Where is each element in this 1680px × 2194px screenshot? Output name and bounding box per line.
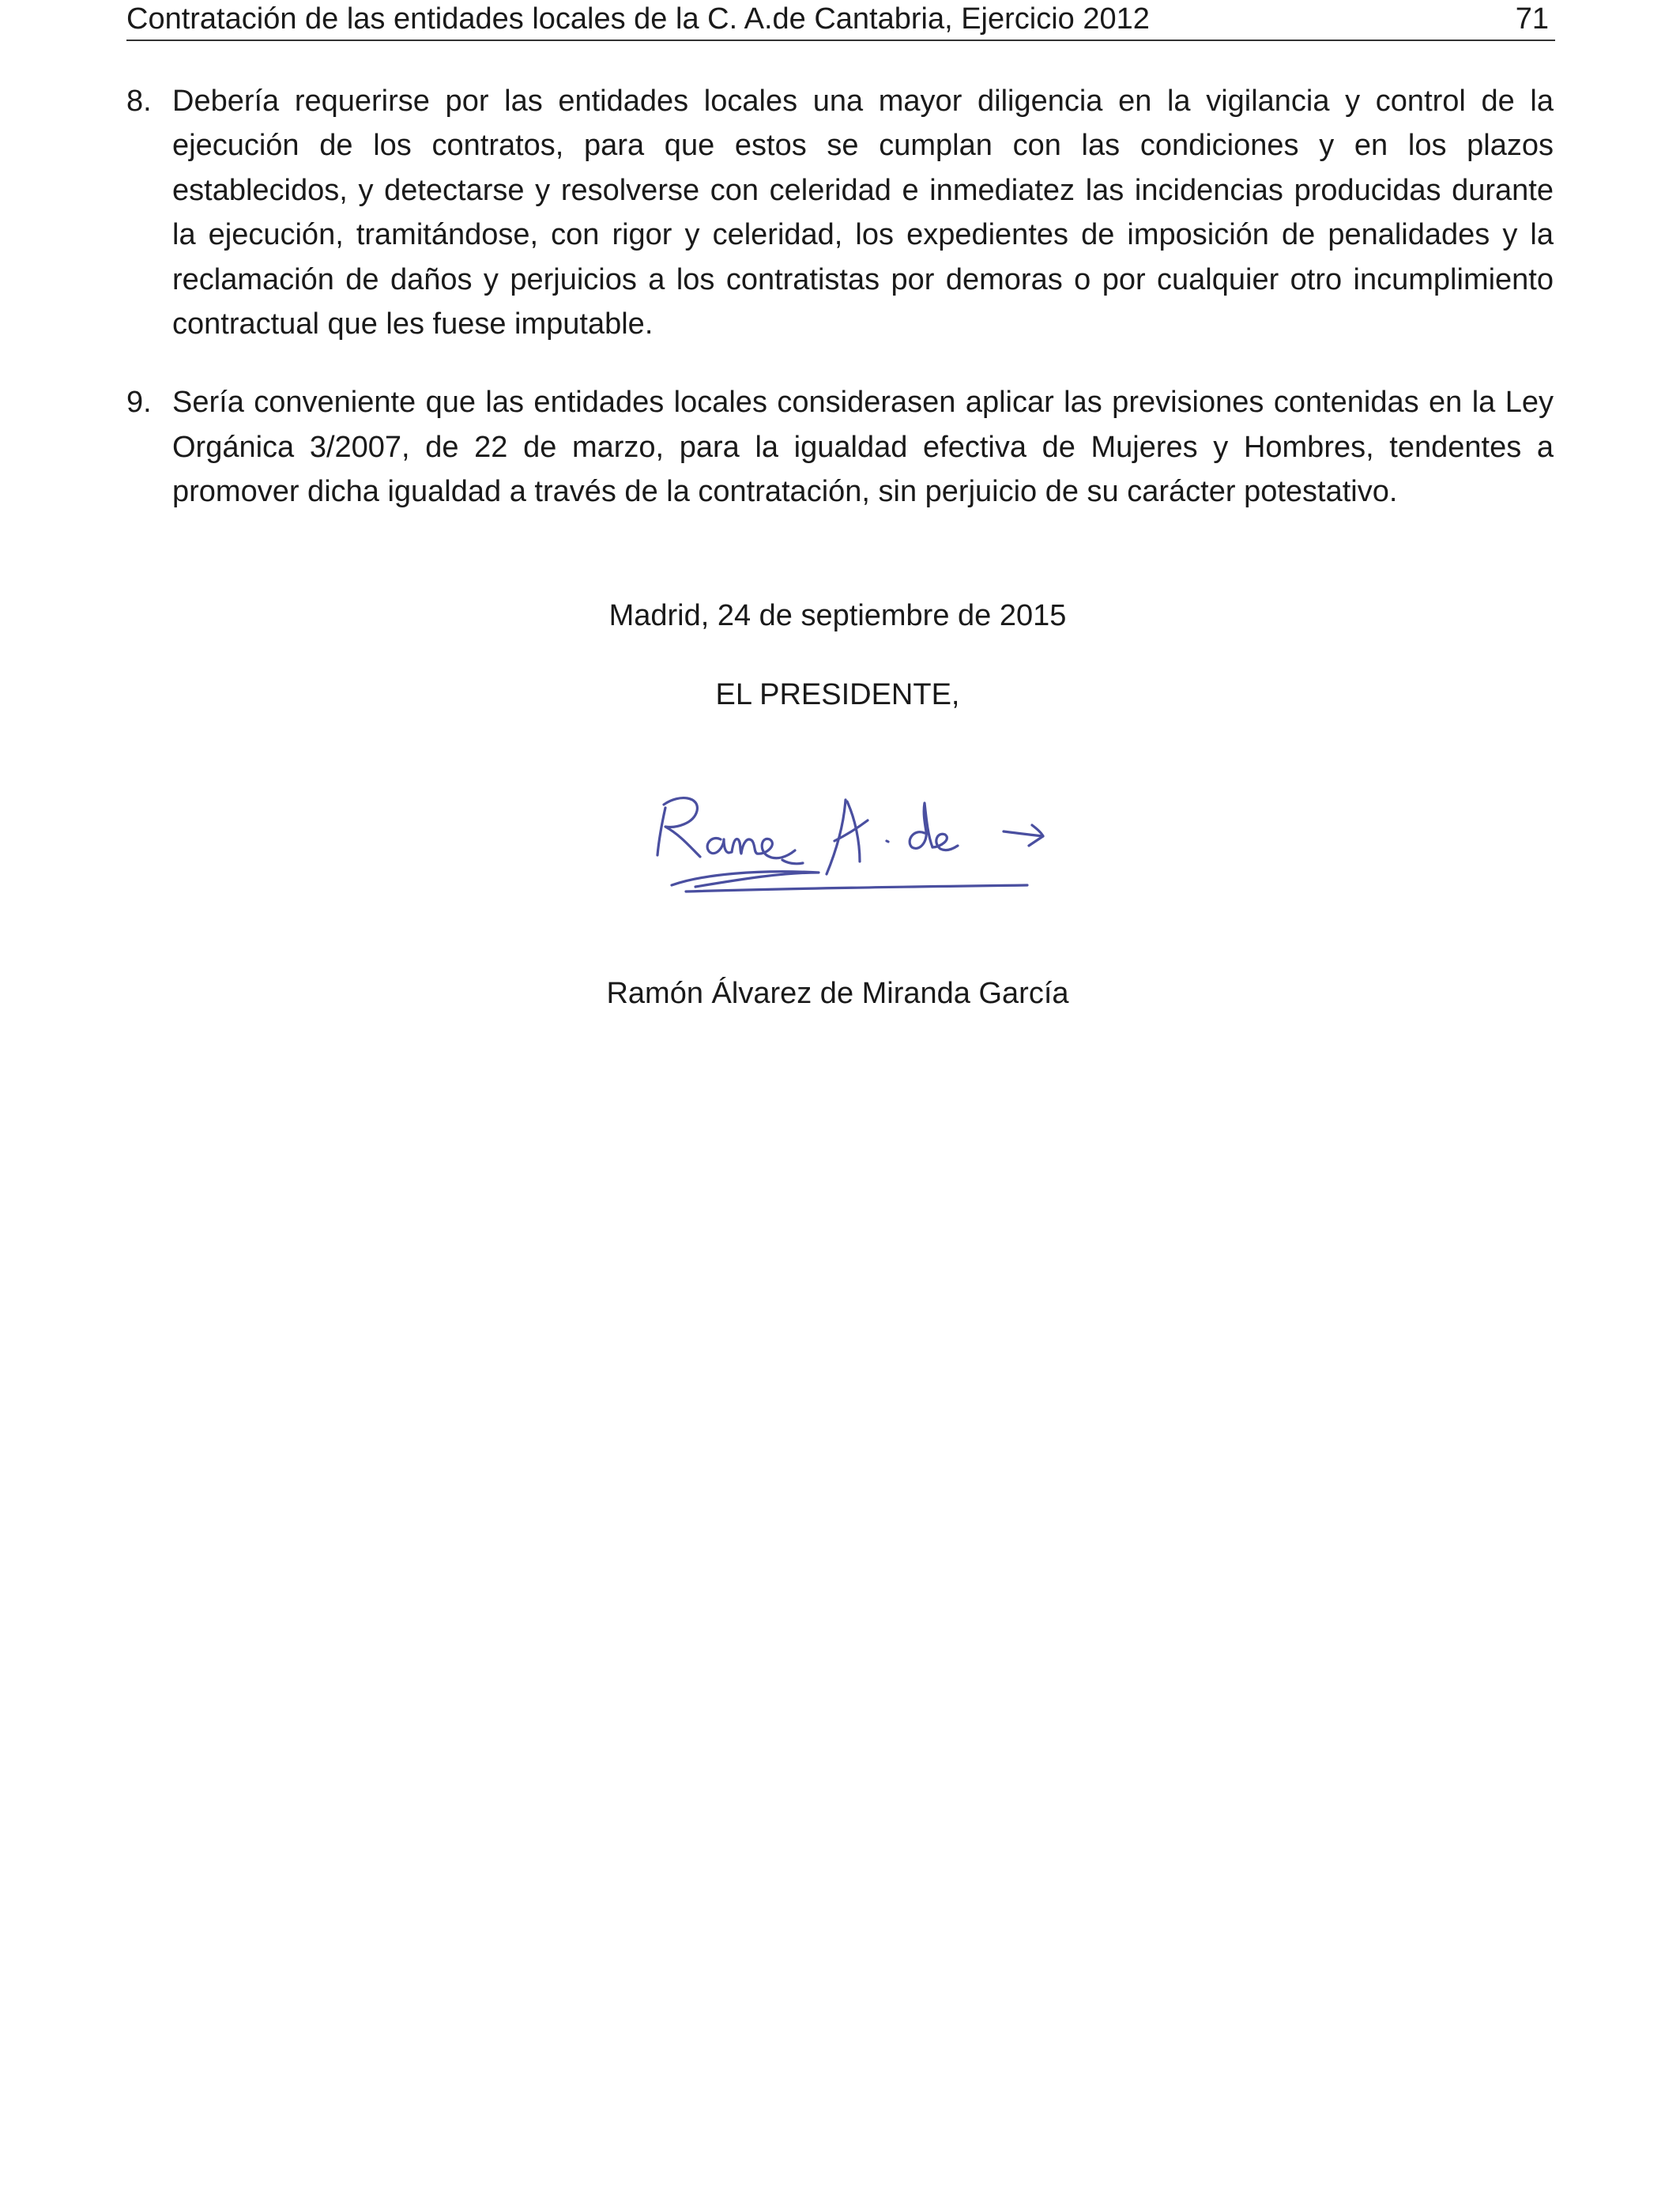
handwritten-signature bbox=[648, 759, 1059, 909]
list-item bbox=[126, 380, 1554, 514]
signer-name: Ramón Álvarez de Miranda García bbox=[606, 977, 1069, 1010]
item-text: Sería conveniente que las entidades locales considerasen aplicar las previsiones contenidas en la Ley Orgánica 3/2007, de 22 de marzo, para la igualdad efectiva de Mujeres y Hombres, tendentes a promover dicha igualdad a través de la contratación, sin perjuicio de su carácter potestativo. bbox=[172, 386, 1554, 509]
page-header bbox=[126, 0, 1555, 41]
item-number: 8. bbox=[126, 85, 152, 118]
page-number: 71 bbox=[1515, 2, 1549, 36]
signer-role: EL PRESIDENTE, bbox=[715, 678, 960, 711]
header-title: Contratación de las entidades locales de la C. A.de Cantabria, Ejercicio 2012 bbox=[126, 2, 1150, 36]
place-and-date: Madrid, 24 de septiembre de 2015 bbox=[608, 599, 1067, 632]
list-item bbox=[126, 79, 1554, 346]
item-number: 9. bbox=[126, 386, 152, 420]
recommendations-list bbox=[126, 79, 1554, 548]
item-text: Debería requerirse por las entidades locales una mayor diligencia en la vigilancia y control de la ejecución de los contratos, para que estos se cumplan con las condiciones y en los plazos establecidos, y detectarse y resolverse con celeridad e inmediatez las incidencias producidas durante la ejecución, tramitándose, con rigor y celeridad, los expedientes de imposición de penalidades y la reclamación de daños y perjuicios a los contratistas por demoras o por cualquier otro incumplimiento contractual que les fuese imputable. bbox=[172, 85, 1554, 341]
